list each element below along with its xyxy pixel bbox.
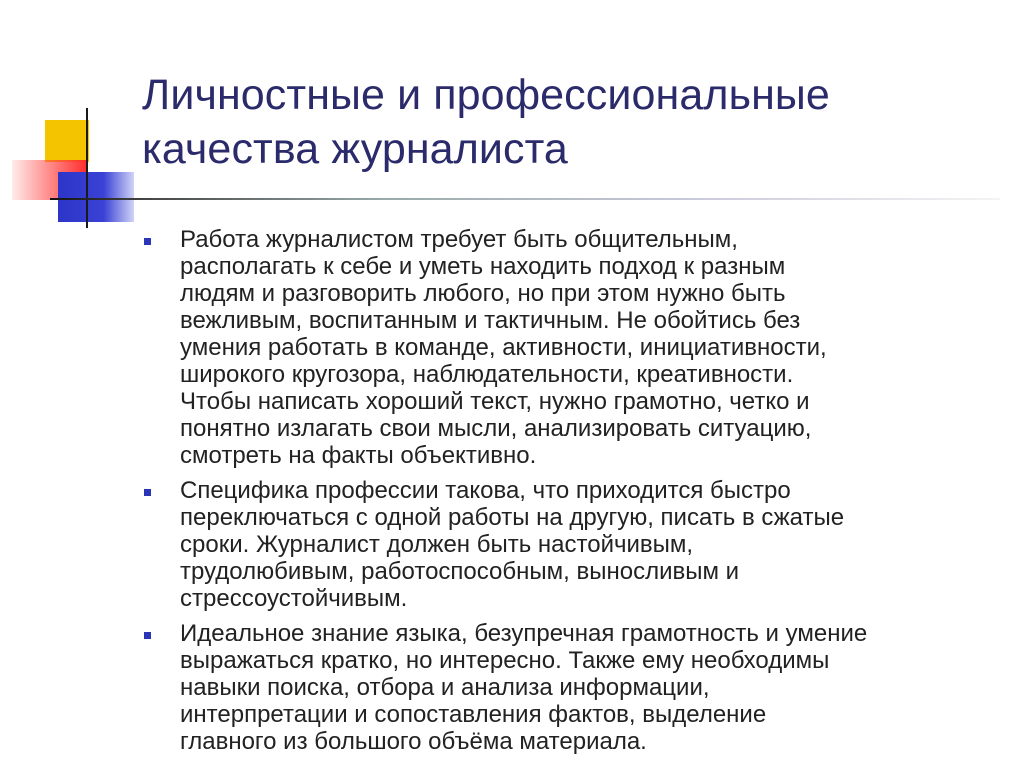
bullet-text-line: смотреть на факты объективно.	[180, 442, 537, 469]
bullet-text-line: переключаться с одной работы на другую, писать в сжатые	[180, 504, 845, 531]
bullet-text-line: Работа журналистом требует быть общительным,	[180, 226, 738, 253]
ornament-yellow-square	[45, 120, 89, 162]
bullet-list	[140, 226, 1010, 763]
bullet-text-line: людям и разговорить любого, но при этом нужно быть	[180, 280, 786, 307]
ornament-blue-square	[58, 172, 134, 222]
bullet-text-line: широкого кругозора, наблюдательности, креативности.	[180, 361, 794, 388]
slide-title-line: Личностные и профессиональные	[142, 71, 830, 119]
bullet-text-line: выражаться кратко, но интересно. Также ему необходимы	[180, 647, 830, 674]
bullet-text-line: трудолюбивым, работоспособным, выносливым и	[180, 558, 740, 585]
title-underline	[50, 198, 1000, 200]
square-bullet-icon	[144, 489, 151, 496]
square-bullet-icon	[144, 632, 151, 639]
bullet-text-line: стрессоустойчивым.	[180, 585, 408, 612]
square-bullet-icon	[144, 238, 151, 245]
bullet-text-line: Идеальное знание языка, безупречная грамотность и умение	[180, 620, 868, 647]
bullet-text-line: располагать к себе и уметь находить подход к разным	[180, 253, 786, 280]
ornament-vertical-line	[86, 108, 88, 228]
bullet-text-line: главного из большого объёма материала.	[180, 728, 647, 755]
slide-title-line: качества журналиста	[142, 125, 568, 173]
bullet-text-line: Чтобы написать хороший текст, нужно грамотно, четко и	[180, 388, 810, 415]
bullet-text-line: понятно излагать свои мысли, анализировать ситуацию,	[180, 415, 812, 442]
bullet-text-line: умения работать в команде, активности, инициативности,	[180, 334, 827, 361]
bullet-text-line: интерпретации и сопоставления фактов, выделение	[180, 701, 767, 728]
slide-title	[142, 68, 1002, 176]
bullet-text-line: навыки поиска, отбора и анализа информации,	[180, 674, 710, 701]
bullet-item	[140, 226, 1010, 469]
bullet-text-line: вежливым, воспитанным и тактичным. Не обойтись без	[180, 307, 801, 334]
bullet-text-line: Специфика профессии такова, что приходится быстро	[180, 477, 791, 504]
bullet-item	[140, 477, 1010, 612]
bullet-item	[140, 620, 1010, 755]
bullet-text-line: сроки. Журналист должен быть настойчивым,	[180, 531, 694, 558]
